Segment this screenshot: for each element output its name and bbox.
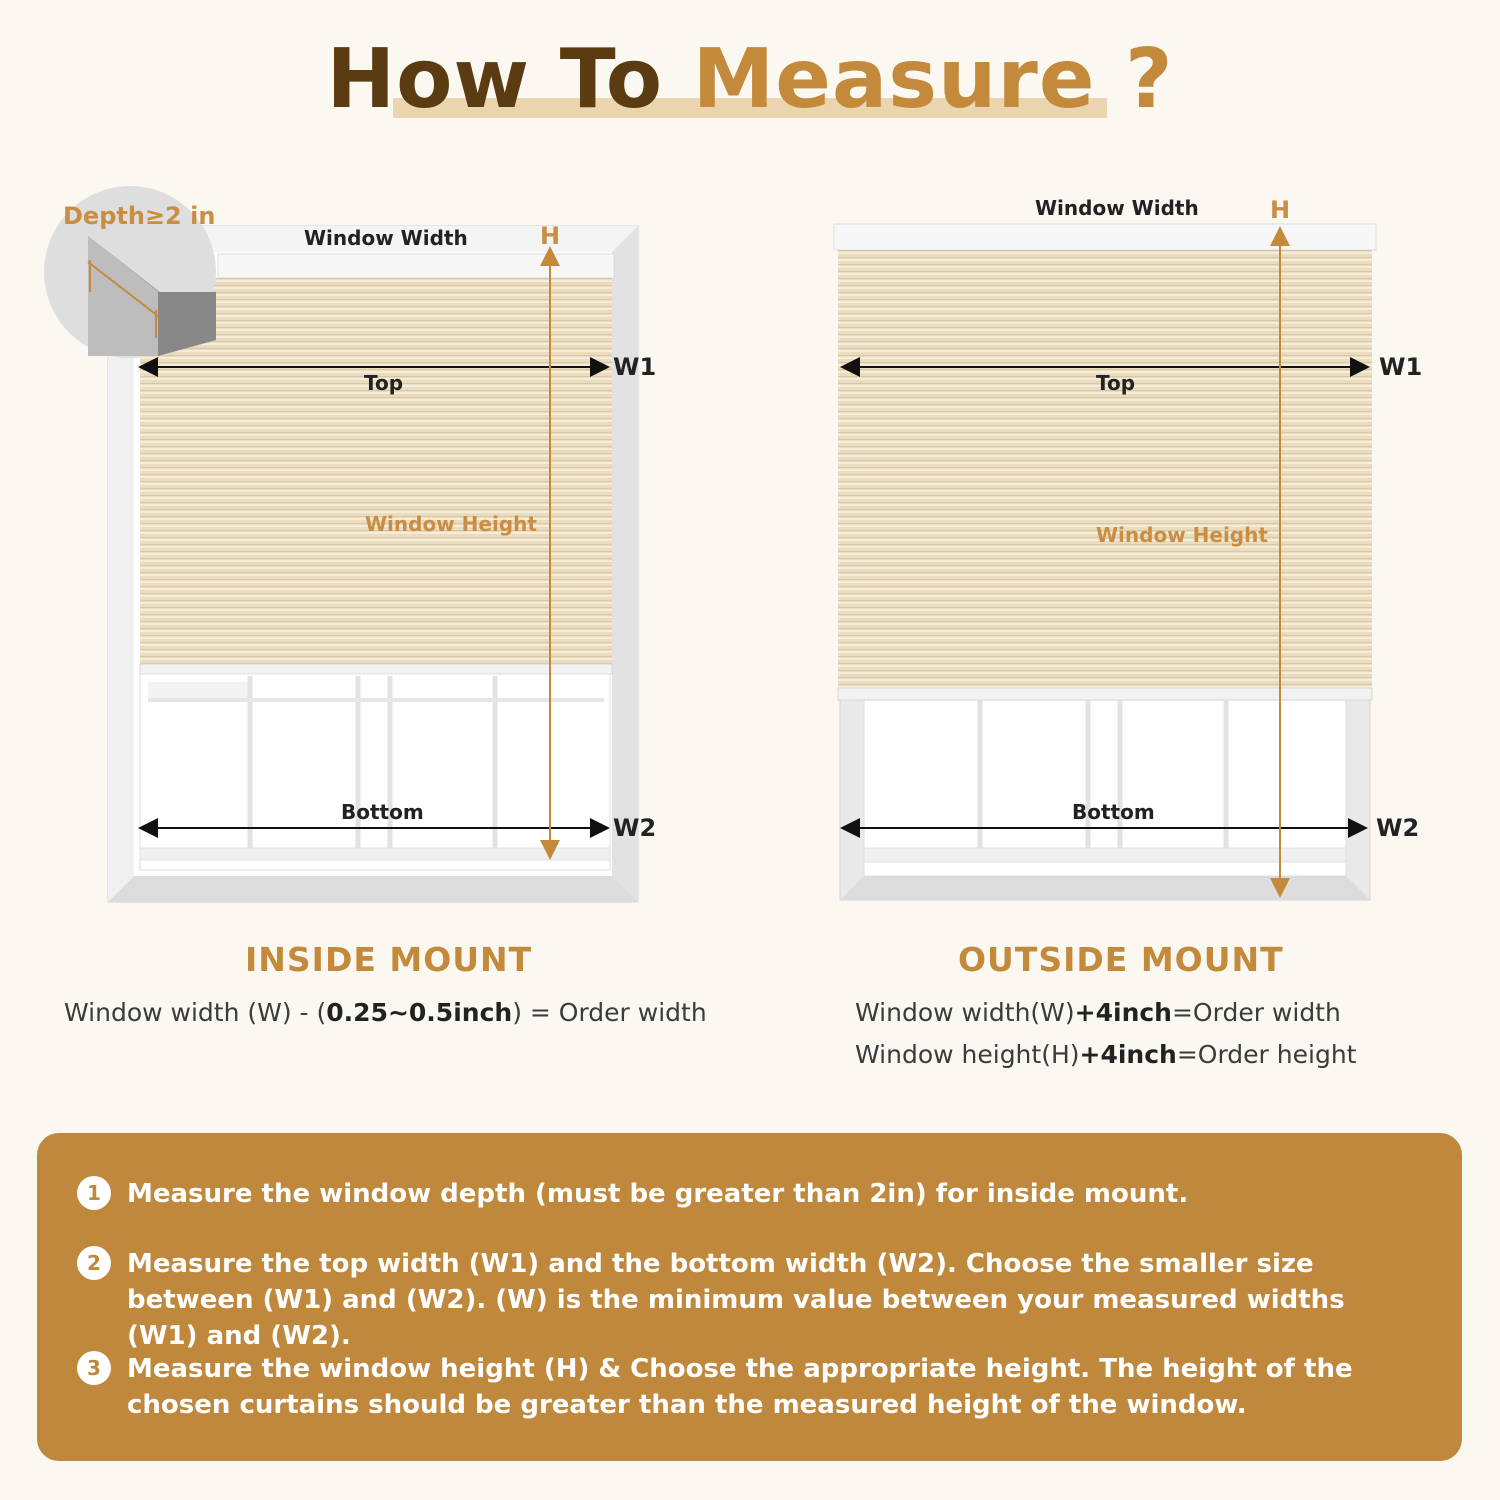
outside-window: [834, 224, 1376, 900]
outside-w2-label: W2: [1376, 814, 1420, 842]
outside-mount-title: OUTSIDE MOUNT: [958, 940, 1284, 979]
step-3: [87, 1351, 1420, 1423]
title-part-2: Measure ?: [692, 32, 1174, 127]
inside-w1-label: W1: [613, 353, 657, 381]
outside-formula-width: Window width(W)+4inch=Order width: [855, 998, 1341, 1027]
step-3-number: 3: [77, 1351, 111, 1385]
outside-window-width-label: Window Width: [1035, 196, 1199, 220]
step-2: [87, 1246, 1420, 1354]
step-3-text: Measure the window height (H) & Choose the appropriate height. The height of the chosen curtains should be greater than the measured height of the window.: [127, 1354, 1353, 1420]
inside-formula: Window width (W) - (0.25~0.5inch) = Order width: [64, 998, 707, 1027]
inside-window-height-label: Window Height: [365, 512, 537, 536]
inside-top-label: Top: [364, 371, 404, 395]
inside-w2-label: W2: [613, 814, 657, 842]
step-1-text: Measure the window depth (must be greater than 2in) for inside mount.: [127, 1179, 1189, 1209]
inside-h-label: H: [540, 222, 561, 250]
outside-window-height-label: Window Height: [1096, 523, 1268, 547]
inside-bottom-label: Bottom: [341, 800, 424, 824]
step-2-text: Measure the top width (W1) and the bottom width (W2). Choose the smaller size between (W1) and (W2). (W) is the minimum value between your measured widths (W1) and (W2).: [127, 1249, 1345, 1351]
step-1: [87, 1176, 1420, 1212]
inside-window-width-label: Window Width: [304, 226, 468, 250]
inside-mount-title: INSIDE MOUNT: [245, 940, 533, 979]
outside-bottom-label: Bottom: [1072, 800, 1155, 824]
step-2-number: 2: [77, 1246, 111, 1280]
outside-w1-label: W1: [1379, 353, 1423, 381]
depth-label: Depth≥2 in: [63, 202, 216, 230]
outside-top-label: Top: [1096, 371, 1136, 395]
title-part-1: How To: [326, 32, 664, 127]
step-1-number: 1: [77, 1176, 111, 1210]
inside-window: [44, 186, 638, 902]
outside-formula-height: Window height(H)+4inch=Order height: [855, 1040, 1357, 1069]
outside-h-label: H: [1270, 196, 1291, 224]
